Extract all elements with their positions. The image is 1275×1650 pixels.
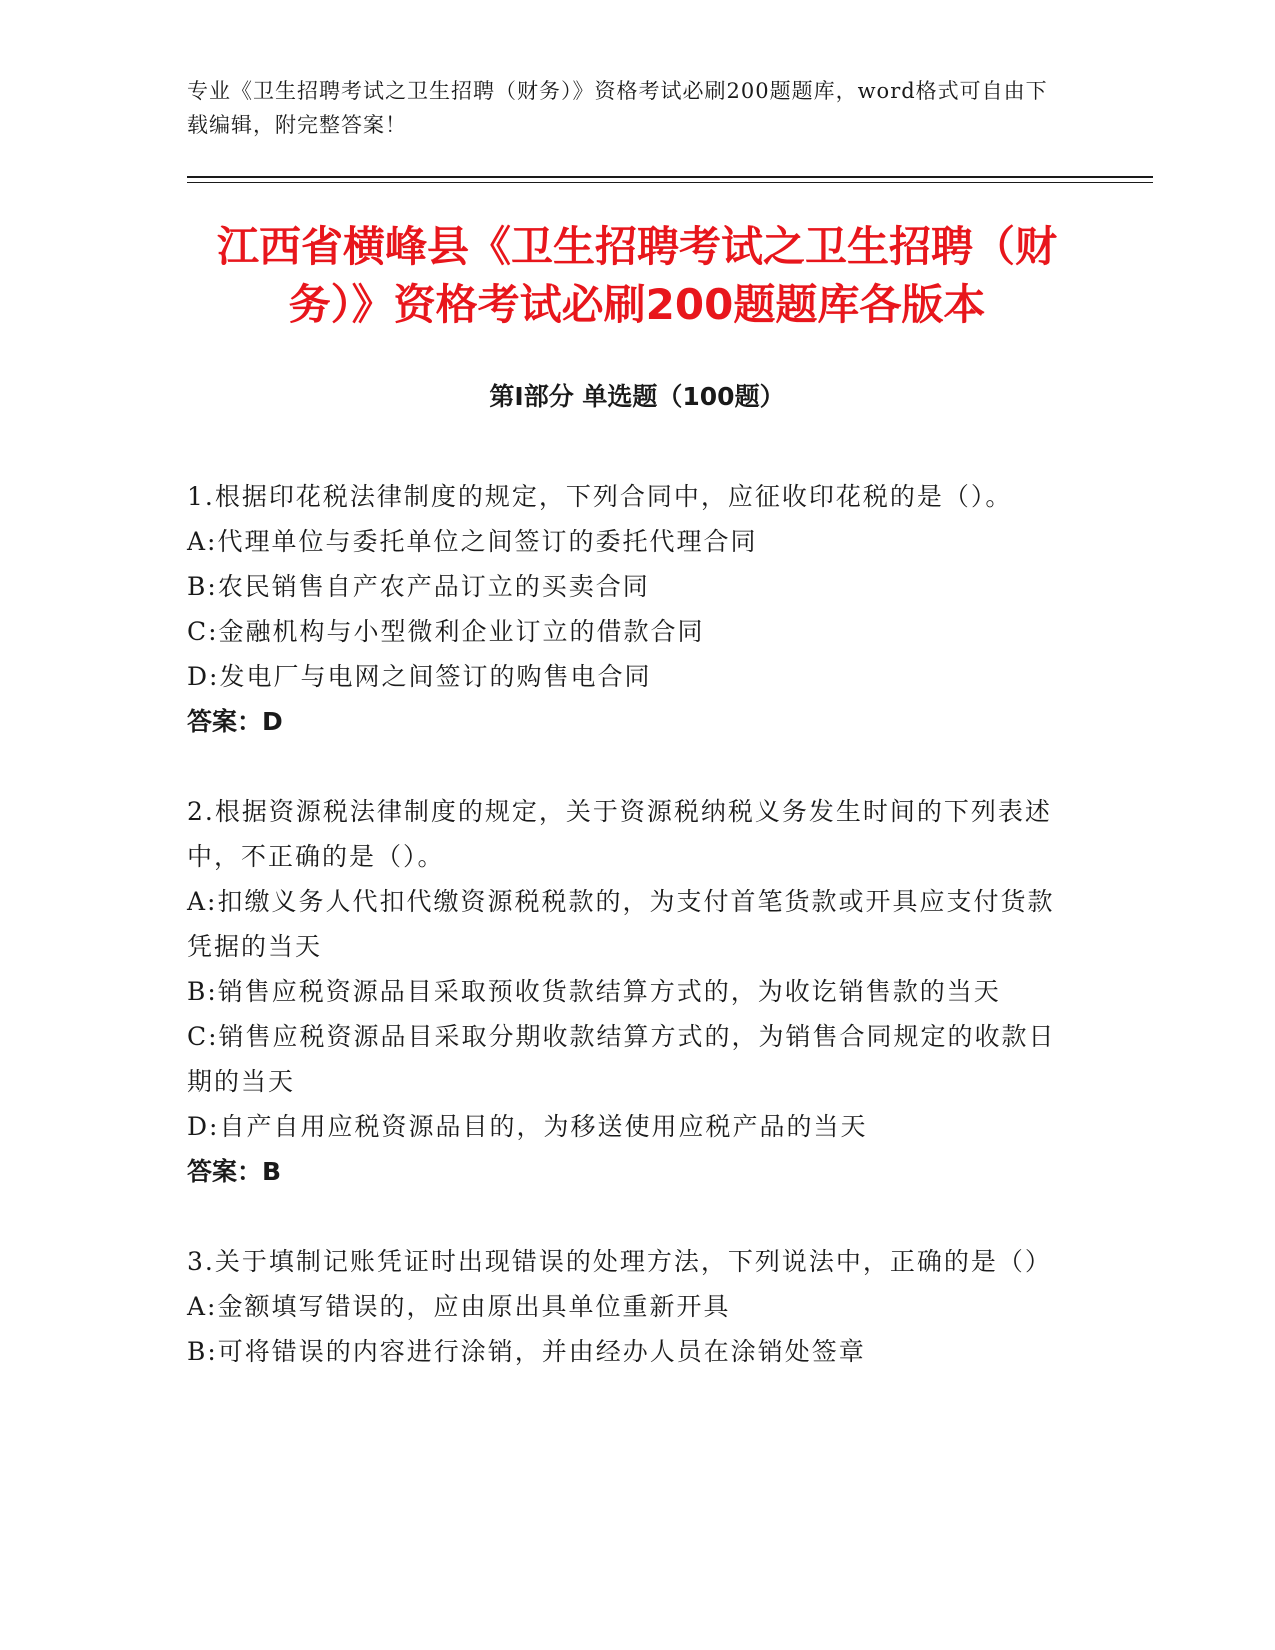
- header-divider-thick: [187, 176, 1153, 178]
- question-stem: 2.根据资源税法律制度的规定，关于资源税纳税义务发生时间的下列表述中，不正确的是（）。: [187, 797, 1052, 871]
- option-d: D:发电厂与电网之间签订的购售电合同: [187, 662, 652, 691]
- option-c: C:销售应税资源品目采取分期收款结算方式的，为销售合同规定的收款日期的当天: [187, 1022, 1056, 1096]
- question-stem: 1.根据印花税法律制度的规定，下列合同中，应征收印花税的是（）。: [187, 482, 1013, 511]
- answer: 答案：B: [187, 1157, 282, 1186]
- question-2: [187, 789, 1077, 1194]
- section-title: 第Ⅰ部分 单选题（100题）: [489, 382, 785, 411]
- question-stem: 3.关于填制记账凭证时出现错误的处理方法，下列说法中，正确的是（）: [187, 1247, 1052, 1276]
- option-a: A:金额填写错误的，应由原出具单位重新开具: [187, 1292, 731, 1321]
- question-1: [187, 474, 1077, 744]
- answer: 答案：D: [187, 707, 283, 736]
- header-note: 专业《卫生招聘考试之卫生招聘（财务）》资格考试必刷200题题库，word格式可自由下载编辑，附完整答案！: [187, 79, 1048, 137]
- option-b: B:可将错误的内容进行涂销，并由经办人员在涂销处签章: [187, 1337, 866, 1366]
- document-title: 江西省横峰县《卫生招聘考试之卫生招聘（财务）》资格考试必刷200题题库各版本: [216, 222, 1057, 329]
- question-3: [187, 1239, 1077, 1374]
- option-d: D:自产自用应税资源品目的，为移送使用应税产品的当天: [187, 1112, 868, 1141]
- option-b: B:销售应税资源品目采取预收货款结算方式的，为收讫销售款的当天: [187, 977, 1001, 1006]
- option-a: A:代理单位与委托单位之间签订的委托代理合同: [187, 527, 758, 556]
- question-list: [187, 474, 1077, 1419]
- option-c: C:金融机构与小型微利企业订立的借款合同: [187, 617, 705, 646]
- option-a: A:扣缴义务人代扣代缴资源税税款的，为支付首笔货款或开具应支付货款凭据的当天: [187, 887, 1055, 961]
- option-b: B:农民销售自产农产品订立的买卖合同: [187, 572, 650, 601]
- header-divider-thin: [187, 182, 1153, 183]
